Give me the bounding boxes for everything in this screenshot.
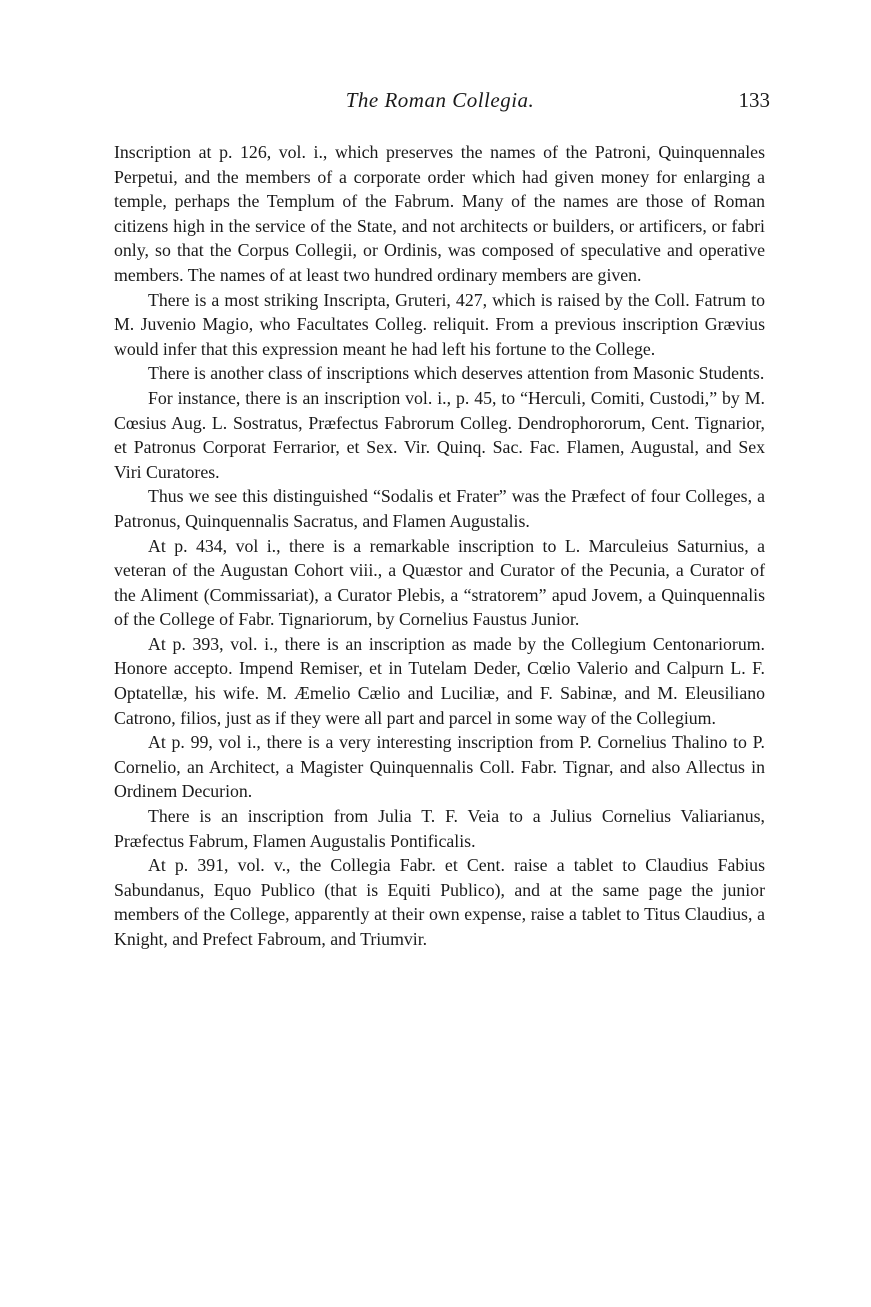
paragraph: There is a most striking Inscripta, Gruteri, 427, which is raised by the Coll. Fatrum to M. Juvenio Magio, who Facultates Colleg. reliquit. From a previous inscription Grævius would infer that this expression meant he had left his fortune to the College. <box>114 289 765 359</box>
paragraph: Thus we see this distinguished “Sodalis et Frater” was the Præfect of four Colleges, a Patronus, Quinquennalis Sacratus, and Flamen Augustalis. <box>114 486 765 531</box>
page-number: 133 <box>738 88 770 112</box>
body-text <box>114 140 765 952</box>
running-title: The Roman Collegia. <box>345 88 535 112</box>
paragraph: There is another class of inscriptions which deserves attention from Masonic Students. <box>148 363 765 384</box>
paragraph: At p. 434, vol i., there is a remarkable inscription to L. Marculeius Saturnius, a veteran of the Augustan Cohort viii., a Quæstor and Curator of the Pecunia, a Curator of the Aliment (Commissariat), a Curator Plebis, a “stratorem” apud Jovem, a Quinquennalis of the College of Fabr. Tignariorum, by Cornelius Faustus Junior. <box>114 535 765 630</box>
paragraph: At p. 391, vol. v., the Collegia Fabr. et Cent. raise a tablet to Claudius Fabius Sabundanus, Equo Publico (that is Equiti Publico), and at the same page the junior members of the College, apparently at their own expense, raise a tablet to Titus Claudius, a Knight, and Prefect Fabroum, and Triumvir. <box>114 855 765 949</box>
paragraph: There is an inscription from Julia T. F. Veia to a Julius Cornelius Valiarianus, Præfectus Fabrum, Flamen Augustalis Pontificalis. <box>114 806 765 851</box>
paragraph: At p. 393, vol. i., there is an inscription as made by the Collegium Centonariorum. Honore accepto. Impend Remiser, et in Tutelam Deder, Cœlio Valerio and Calpurn L. F. Optatellæ, his wife. M. Æmelio Cælio and Luciliæ, and F. Sabinæ, and M. Eleusiliano Catrono, filios, just as if they were all part and parcel in some way of the Collegium. <box>114 633 765 728</box>
paragraph: At p. 99, vol i., there is a very interesting inscription from P. Cornelius Thalino to P. Cornelio, an Architect, a Magister Quinquennalis Coll. Fabr. Tignar, and also Allectus in Ordinem Decurion. <box>114 732 765 802</box>
paragraph: Inscription at p. 126, vol. i., which preserves the names of the Patroni, Quinquennales Perpetui, and the members of a corporate order which had given money for enlarging a temple, perhaps the Templum of the Fabrum. Many of the names are those of Roman citizens high in the service of the State, and not architects or builders, or artificers, or fabri only, so that the Corpus Collegii, or Ordinis, was composed of speculative and operative members. The names of at least two hundred ordinary members are given. <box>114 142 765 285</box>
running-head <box>110 88 770 118</box>
paragraph: For instance, there is an inscription vol. i., p. 45, to “Herculi, Comiti, Custodi,” by M. Cœsius Aug. L. Sostratus, Præfectus Fabrorum Colleg. Dendrophororum, Cent. Tignarior, et Patronus Corporat Ferrarior, et Sex. Vir. Quinq. Sac. Fac. Flamen, Augustal, and Sex Viri Curatores. <box>114 387 765 482</box>
